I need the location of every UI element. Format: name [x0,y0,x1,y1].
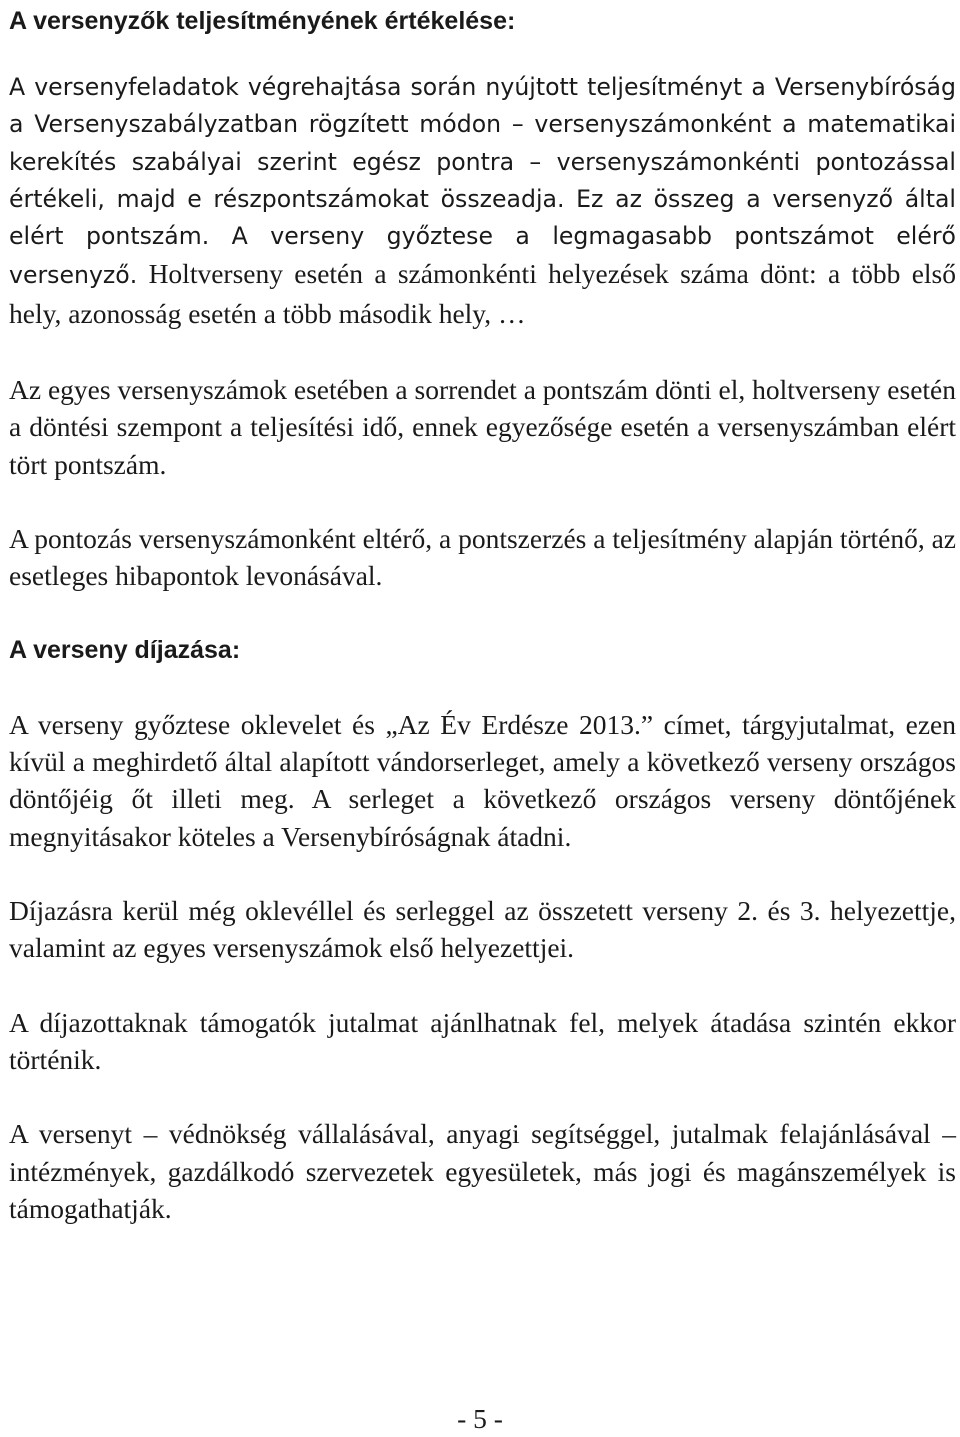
paragraph-winner-award: A verseny győztese oklevelet és „Az Év Erdésze 2013.” címet, tárgyjutalmat, ezen kívül a meghirdető által alapított vándorserleget, amely a következő verseny országos döntőjéig őt illeti meg. A serleget a következő országos verseny döntőjének megnyitásakor köteles a Versenybíróságnak átadni. [9,708,956,852]
spacer [9,483,956,520]
paragraph-support: A versenyt – védnökség vállalásával, anyagi segítséggel, jutalmak felajánlásával – intézmények, gazdálkodó szervezetek egyesületek, más jogi és magánszemélyek is támogathatják. [9,1118,956,1224]
paragraph-evaluation-main: A versenyfeladatok végrehajtása során nyújtott teljesítményt a Versenybíróság a Versenyszabályzatban rögzített módon – versenyszámonként a matematikai kerekítés szabályai szerint egész pontra – versenyszámonkénti pontozással értékeli, majd e részpontszámokat összeadja. Ez az összeg a versenyző által elért pontszám. A verseny győztese a legmagasabb pontszámot elérő versenyző. [9,73,956,290]
spacer [9,334,956,371]
section-heading-evaluation: A versenyzők teljesítményének értékelése: [9,7,516,35]
spacer [9,855,956,892]
paragraph-evaluation-tiebreak: Holtverseny esetén a számonkénti helyezések száma dönt: a több első hely, azonosság esetén a több második hely, … [9,258,957,329]
document-page [9,0,956,1227]
spacer [9,967,956,1004]
spacer [9,1078,956,1115]
spacer [9,595,956,632]
paragraph-event-ranking: Az egyes versenyszámok esetében a sorrendet a pontszám dönti el, holtverseny esetén a döntési szempont a teljesítési idő, ennek egyezősége esetén a versenyszámban elért tört pontszám. [9,374,956,480]
paragraph-sponsor-rewards: A díjazottaknak támogatók jutalmat ajánlhatnak fel, melyek átadása szintén ekkor történik. [9,1006,956,1075]
paragraph-other-awards: Díjazásra kerül még oklevéllel és serleggel az összetett verseny 2. és 3. helyezettje, valamint az egyes versenyszámok első helyezettjei. [9,895,956,964]
paragraph-evaluation-method [9,69,956,334]
page-number: - 5 - [457,1403,503,1434]
section-heading-awards: A verseny díjazása: [9,635,241,664]
spacer [9,669,956,706]
paragraph-scoring: A pontozás versenyszámonként eltérő, a pontszerzés a teljesítmény alapján történő, az esetleges hibapontok levonásával. [9,522,956,592]
spacer [9,39,956,69]
